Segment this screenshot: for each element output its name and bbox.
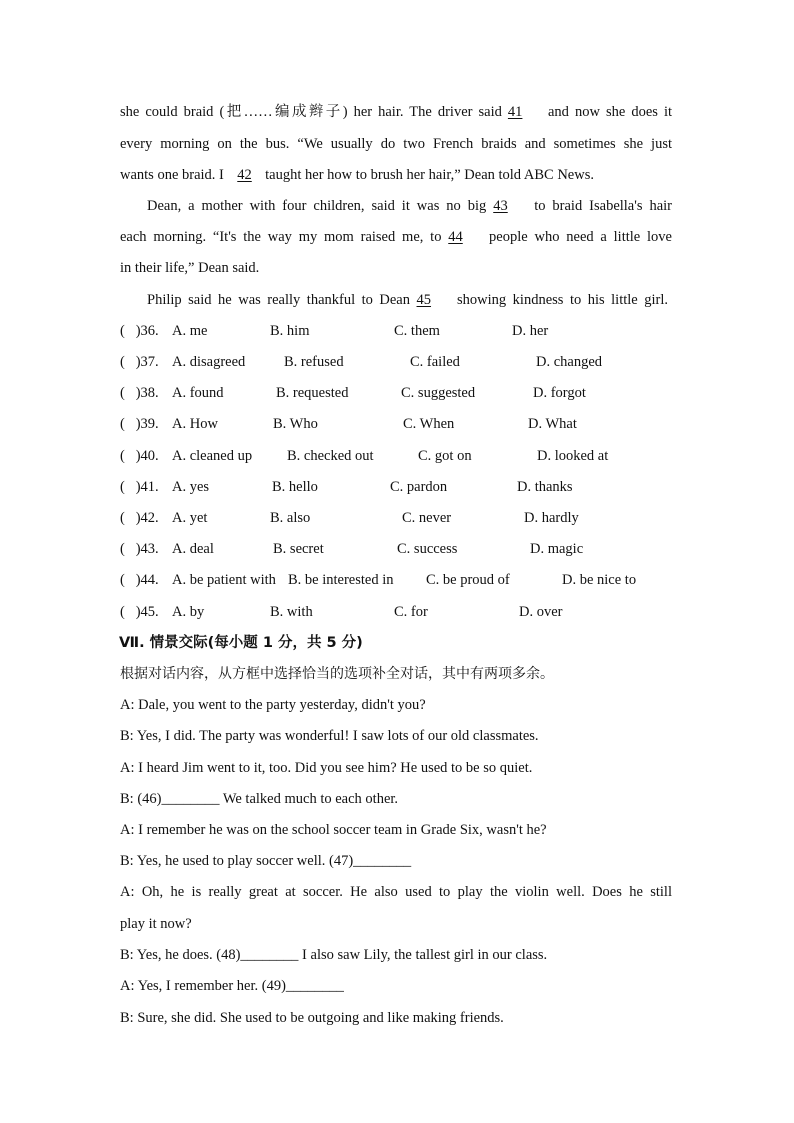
passage-text: each morning. “It's the way my mom raised me, to: [120, 229, 442, 245]
option-a: A. cleaned up: [172, 448, 253, 464]
dialogue-line: A: Oh, he is really great at soccer. He also used to play the violin well. Does he still: [120, 884, 672, 900]
passage-text: every morning on the bus. “We usually do two French braids and sometimes she just: [120, 136, 672, 152]
option-c: C. failed: [410, 354, 460, 370]
dialogue-line: B: Yes, I did. The party was wonderful! I saw lots of our old classmates.: [120, 728, 539, 744]
option-d: D. forgot: [533, 385, 586, 401]
dialogue-line: A: Dale, you went to the party yesterday, didn't you?: [120, 697, 426, 713]
dialogue-line: A: I heard Jim went to it, too. Did you see him? He used to be so quiet.: [120, 760, 533, 776]
dialogue-line: A: Yes, I remember her. (49)________: [120, 978, 344, 994]
option-d: D. magic: [530, 541, 584, 557]
dialogue-line: B: Yes, he does. (48)________ I also saw Lily, the tallest girl in our class.: [120, 947, 548, 963]
option-d: D. thanks: [517, 479, 573, 495]
option-d: D. over: [519, 604, 563, 620]
passage-text: taught her how to brush her hair,” Dean told ABC News.: [265, 167, 594, 183]
option-c: C. be proud of: [426, 572, 510, 588]
option-c: C. pardon: [390, 479, 448, 495]
question-number: ( )40.: [120, 448, 159, 464]
option-c: C. suggested: [401, 385, 476, 401]
passage-line-6: [120, 259, 259, 277]
blank-41: 41: [507, 104, 523, 120]
option-d: D. hardly: [524, 510, 579, 526]
option-c: C. success: [397, 541, 458, 557]
option-b: B. hello: [272, 479, 318, 495]
option-d: D. her: [512, 323, 549, 339]
passage-line-5: [120, 228, 672, 246]
option-a: A. yet: [172, 510, 208, 526]
question-number: ( )44.: [120, 572, 159, 588]
question-number: ( )43.: [120, 541, 159, 557]
option-a: A. me: [172, 323, 208, 339]
blank-45: 45: [416, 292, 432, 308]
passage-line-7: [147, 291, 668, 309]
option-c: C. When: [403, 416, 455, 432]
passage-text: to braid Isabella's hair: [534, 198, 672, 214]
dialogue-line: B: Yes, he used to play soccer well. (47)________: [120, 853, 412, 869]
passage-line-3: [120, 166, 594, 184]
passage-text: Philip said he was really thankful to Dean: [147, 292, 410, 308]
passage-text: Dean, a mother with four children, said it was no big: [147, 198, 487, 214]
option-d: D. be nice to: [562, 572, 637, 588]
question-number: ( )36.: [120, 323, 159, 339]
passage-text: people who need a little love: [489, 229, 672, 245]
question-number: ( )39.: [120, 416, 159, 432]
blank-43: 43: [493, 198, 508, 214]
option-b: B. secret: [273, 541, 324, 557]
question-number: ( )37.: [120, 354, 159, 370]
option-c: C. for: [394, 604, 428, 620]
option-b: B. also: [270, 510, 311, 526]
option-b: B. him: [270, 323, 310, 339]
section-instruction: 根据对话内容，从方框中选择恰当的选项补全对话，其中有两项多余。: [120, 666, 554, 682]
dialogue-line: B: Sure, she did. She used to be outgoing and like making friends.: [120, 1010, 504, 1026]
section-heading: Ⅶ. 情景交际(每小题 1 分，共 5 分): [119, 635, 363, 651]
option-c: C. them: [394, 323, 440, 339]
option-a: A. deal: [172, 541, 214, 557]
passage-text: in their life,” Dean said.: [120, 260, 260, 276]
option-c: C. got on: [418, 448, 472, 464]
passage-text: wants one braid. I: [120, 167, 224, 183]
option-b: B. be interested in: [288, 572, 394, 588]
option-a: A. disagreed: [172, 354, 246, 370]
option-d: D. changed: [536, 354, 603, 370]
option-b: B. requested: [276, 385, 349, 401]
passage-text: showing kindness to his little girl.: [457, 292, 669, 308]
blank-42: 42: [237, 167, 252, 183]
question-number: ( )45.: [120, 604, 159, 620]
option-a: A. found: [172, 385, 224, 401]
option-b: B. refused: [284, 354, 344, 370]
dialogue-line: play it now?: [120, 916, 192, 932]
dialogue-line: B: (46)________ We talked much to each other.: [120, 791, 399, 807]
option-d: D. What: [528, 416, 577, 432]
option-a: A. by: [172, 604, 205, 620]
option-b: B. Who: [273, 416, 318, 432]
option-a: A. be patient with: [172, 572, 276, 588]
option-c: C. never: [402, 510, 452, 526]
option-a: A. yes: [172, 479, 210, 495]
passage-line-1: [120, 103, 672, 121]
question-number: ( )38.: [120, 385, 159, 401]
option-b: B. checked out: [287, 448, 374, 464]
passage-line-4: [147, 197, 672, 215]
question-number: ( )41.: [120, 479, 159, 495]
option-a: A. How: [172, 416, 218, 432]
dialogue-line: A: I remember he was on the school soccer team in Grade Six, wasn't he?: [120, 822, 547, 838]
passage-text: she could braid (把……编成辫子) her hair. The driver said: [120, 104, 502, 120]
question-number: ( )42.: [120, 510, 159, 526]
passage-text: and now she does it: [547, 104, 673, 120]
option-d: D. looked at: [537, 448, 609, 464]
blank-44: 44: [448, 229, 463, 245]
option-b: B. with: [270, 604, 313, 620]
passage-line-2: [120, 135, 672, 153]
